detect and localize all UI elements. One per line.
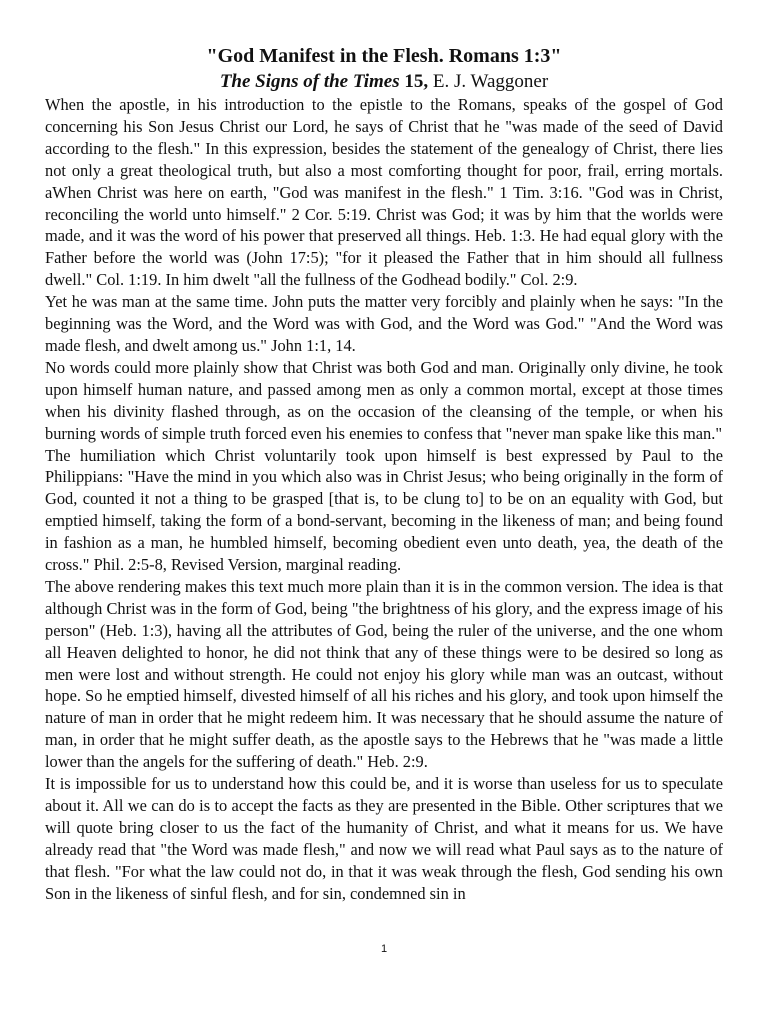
- paragraph: Yet he was man at the same time. John puts the matter very forcibly and plainly when he says: "In the beginning was the Word, and the Word was with God, and the Word was God." "And the Word was made flesh, and dwelt among us." John 1:1, 14.: [45, 292, 723, 355]
- paragraph: The humiliation which Christ voluntarily took upon himself is best expressed by Paul to the Philippians: "Have the mind in you which also was in Christ Jesus; who being originally in the form of God, counted it not a thing to be grasped [that is, to be clung to] to be on an equality with God, but emptied himself, taking the form of a bond-servant, becoming in the likeness of man; and being found in fashion as a man, he humbled himself, becoming obedient even unto death, yea, the death of the cross." Phil. 2:5-8, Revised Version, marginal reading.: [45, 445, 723, 575]
- article-body: [45, 94, 723, 905]
- paragraph: No words could more plainly show that Christ was both God and man. Originally only divine, he took upon himself human nature, and passed among men as only a common mortal, except at those times when his divinity flashed through, as on the occasion of the cleansing of the temple, or when his burning words of simple truth forced even his enemies to confess that "never man spake like this man.": [45, 357, 723, 443]
- paragraph: When the apostle, in his introduction to the epistle to the Romans, speaks of the gospel of God concerning his Son Jesus Christ our Lord, he says of Christ that he "was made of the seed of David according to the flesh." In this expression, besides the statement of the genealogy of Christ, there lies not only a great theological truth, but also a most comforting thought for poor, frail, erring mortals. aWhen Christ was here on earth, "God was manifest in the flesh." 1 Tim. 3:16. "God was in Christ, reconciling the world unto himself." 2 Cor. 5:19. Christ was God; it was by him that the worlds were made, and it was the word of his power that preserved all things. Heb. 1:3. He had equal glory with the Father before the world was (John 17:5); "for it pleased the Father that in him should all fullness dwell." Col. 1:19. In him dwelt "all the fullness of the Godhead bodily." Col. 2:9.: [45, 95, 723, 290]
- author-name: E. J. Waggoner: [432, 71, 549, 92]
- publication-name: The Signs of the Times: [219, 71, 400, 92]
- article-subtitle: [0, 70, 768, 93]
- article-title: "God Manifest in the Flesh. Romans 1:3": [206, 45, 562, 67]
- page-number: 1: [380, 943, 388, 955]
- paragraph: It is impossible for us to understand how this could be, and it is worse than useless for us to speculate about it. All we can do is to accept the facts as they are presented in the Bible. Other scriptures that we will quote bring closer to us the fact of the humanity of Christ, and what it means for us. We have already read that "the Word was made flesh," and now we will read what Paul says as to the nature of that flesh. "For what the law could not do, in that it was weak through the flesh, God sending his own Son in the likeness of sinful flesh, and for sin, condemned sin in: [45, 774, 723, 903]
- paragraph: The above rendering makes this text much more plain than it is in the common version. The idea is that although Christ was in the form of God, being "the brightness of his glory, and the express image of his person" (Heb. 1:3), having all the attributes of God, being the ruler of the universe, and the one whom all Heaven delighted to honor, he did not think that any of these things were to be desired so long as men were lost and without strength. He could not enjoy his glory while man was an outcast, without hope. So he emptied himself, divested himself of all his riches and his glory, and took upon himself the nature of man in order that he might redeem him. It was necessary that he should assume the nature of man, in order that he might suffer death, as the apostle says to the Hebrews that he "was made a little lower than the angels for the suffering of death." Heb. 2:9.: [45, 576, 723, 772]
- issue-number: 15,: [404, 71, 429, 92]
